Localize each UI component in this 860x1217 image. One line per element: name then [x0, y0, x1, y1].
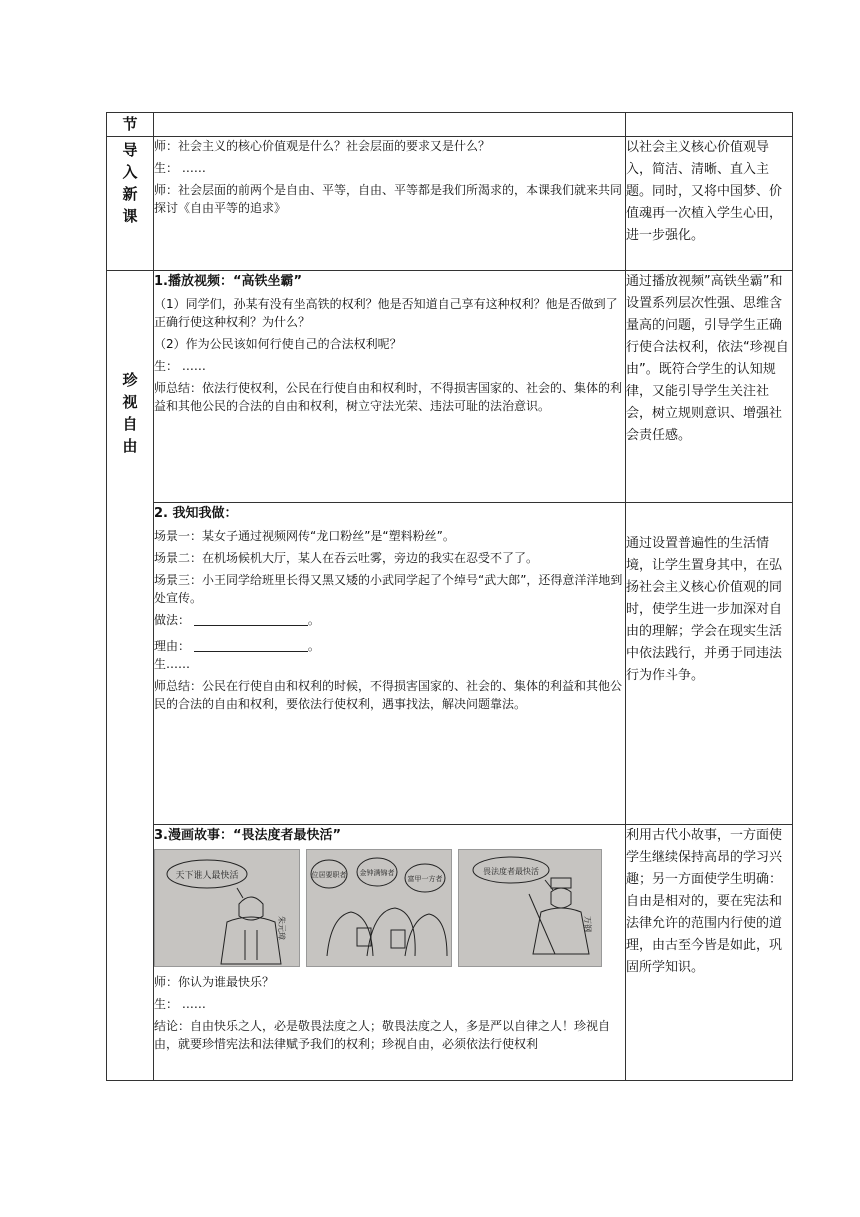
- part3-title: 3.漫画故事：“畏法度者最快活”: [154, 828, 342, 843]
- part1-content: [154, 271, 626, 503]
- scene-2: 场景二：在机场候机大厅，某人在吞云吐雾，旁边的我实在忍受不了了。: [154, 551, 539, 565]
- cherish-section-char: 由: [122, 437, 138, 455]
- officials-bubble-2: 金钟满锦者: [359, 869, 395, 877]
- part2-student: 生……: [154, 657, 191, 671]
- emperor-bubble: 天下谁人最快活: [175, 871, 239, 881]
- part1-summary: 师总结：依法行使权利，公民在行使自由和权利时，不得损害国家的、社会的、集体的利益和其他公民的合法的自由和权利，树立守法光荣、违法可耻的法治意识。: [154, 381, 623, 413]
- part3-student: 生： ……: [154, 997, 206, 1011]
- part3-question: 师：你认为谁最快乐？: [154, 975, 275, 989]
- part1-question-1: （1）同学们，孙某有没有坐高铁的权利？他是否知道自己享有这种权利？他是否做到了正确行使这种权利？为什么？: [154, 297, 618, 329]
- intro-content: [154, 137, 626, 271]
- officials-bubble-3: 富甲一方者: [407, 875, 443, 883]
- method-label: 做法：: [154, 613, 191, 627]
- intro-student: 生： ……: [154, 161, 206, 175]
- intro-teacher: 师：社会层面的前两个是自由、平等，自由、平等都是我们所渴求的，本课我们就来共同探讨《自由平等的追求》: [154, 183, 623, 215]
- comic-panel-minister: [458, 849, 602, 967]
- header-note-cell: [626, 113, 793, 137]
- part2-title: 2. 我知我做：: [154, 506, 238, 521]
- reason-line: [154, 637, 625, 655]
- cherish-section-cell: [107, 271, 154, 1081]
- header-content-cell: [154, 113, 626, 137]
- part2-content: [154, 503, 626, 825]
- officials-bubble-1: 位居要职者: [311, 871, 347, 879]
- section-label-cell: [107, 113, 154, 137]
- part1-question-2: （2）作为公民该如何行使自己的合法权利呢？: [154, 337, 402, 351]
- part3-conclusion: 结论：自由快乐之人，必是敬畏法度之人；敬畏法度之人，多是严以自律之人！珍视自由，就要珍惜宪法和法律赋予我们的权利；珍视自由，必须依法行使权利: [154, 1019, 611, 1051]
- method-line: [154, 611, 625, 629]
- cherish-section-char: 自: [122, 415, 138, 433]
- reason-label: 理由：: [154, 639, 191, 653]
- intro-section-char: 课: [122, 207, 138, 225]
- intro-section-char: 入: [122, 163, 138, 181]
- scene-3: 场景三：小王同学给班里长得又黑又矮的小武同学起了个绰号“武大郎”，还得意洋洋地到处宣传。: [154, 573, 623, 605]
- part1-note: 通过播放视频”高铁坐霸”和设置系列层次性强、思维含量高的问题，引导学生正确行使合法权利，依法“珍视自由”。既符合学生的认知规律，又能引导学生关注社会，树立规则意识、增强社会责任感。: [626, 271, 793, 503]
- intro-section-char: 新: [122, 185, 138, 203]
- minister-caption: 万钢: [583, 916, 592, 932]
- intro-section-cell: [107, 137, 154, 271]
- minister-illustration: [459, 850, 601, 956]
- comic-panel-officials: [306, 849, 452, 967]
- cherish-section-char: 珍: [122, 371, 138, 389]
- lesson-plan-table: [106, 112, 793, 1081]
- officials-illustration: [307, 850, 451, 958]
- header-row: [107, 113, 793, 137]
- intro-question: 师：社会主义的核心价值观是什么？社会层面的要求又是什么？: [154, 139, 491, 153]
- part3-note: 利用古代小故事，一方面使学生继续保持高昂的学习兴趣；另一方面使学生明确：自由是相对的，要在宪法和法律允许的范围内行使的道理，由古至今皆是如此，巩固所学知识。: [626, 825, 793, 1081]
- intro-note: 以社会主义核心价值观导入，简洁、清晰、直入主题。同时，又将中国梦、价值魂再一次植入学生心田，进一步强化。: [626, 137, 793, 271]
- part3-row: [107, 825, 793, 1081]
- intro-section-char: 导: [122, 141, 138, 159]
- part1-row: [107, 271, 793, 503]
- method-blank: [194, 612, 308, 626]
- intro-row: [107, 137, 793, 271]
- part3-content: [154, 825, 626, 1081]
- part1-student: 生： ……: [154, 359, 206, 373]
- part2-row: [107, 503, 793, 825]
- cherish-section-char: 视: [122, 393, 138, 411]
- reason-blank: [194, 638, 308, 652]
- reason-period: 。: [307, 639, 320, 653]
- section-label: 节: [122, 115, 138, 133]
- scene-1: 场景一：某女子通过视频网传“龙口粉丝”是“塑料粉丝”。: [154, 529, 455, 543]
- part2-note: 通过设置普遍性的生活情境，让学生置身其中，在弘扬社会主义核心价值观的同时，使学生进一步加深对自由的理解；学会在现实生活中依法践行，并勇于同违法行为作斗争。: [626, 503, 793, 825]
- emperor-illustration: [155, 850, 299, 966]
- comic-panel-emperor: [154, 849, 300, 967]
- emperor-caption: 朱元璋: [277, 916, 286, 940]
- comic-panels: [154, 849, 625, 967]
- minister-bubble: 畏法度者最快活: [483, 867, 539, 876]
- part1-title: 1.播放视频：“高铁坐霸”: [154, 274, 303, 289]
- part2-summary: 师总结：公民在行使自由和权利的时候，不得损害国家的、社会的、集体的利益和其他公民的合法的自由和权利，要依法行使权利，遇事找法，解决问题靠法。: [154, 679, 623, 711]
- method-period: 。: [307, 613, 320, 627]
